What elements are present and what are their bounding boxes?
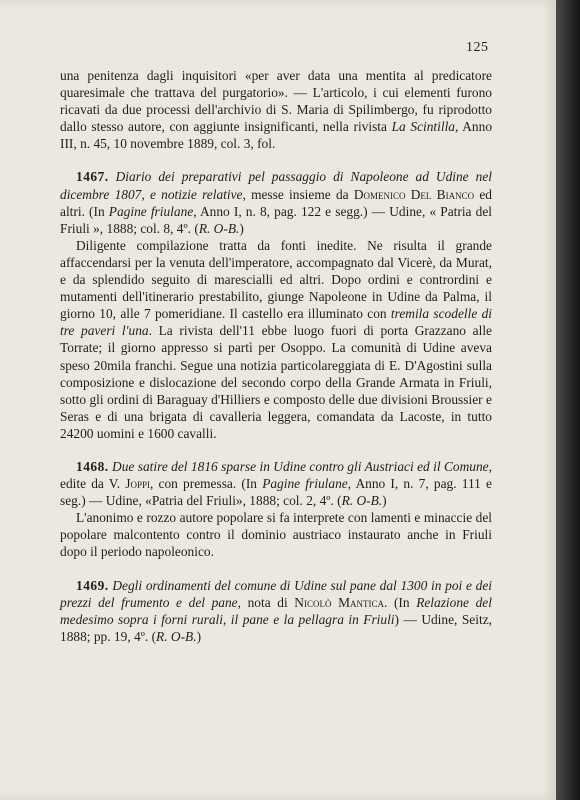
entry-journal: Relazione del medesimo sopra i forni rurali, il pane e la pellagra in Friuli xyxy=(60,594,492,627)
intro-text-1: una penitenza dagli inquisitori «per aver data una mentita al predicatore quaresimale che trattava del purgatorio». — L'articolo, i cui elementi furono ricavati da due processi dell'archivio di S. Maria di Spilimbergo, fu riprodotto dallo stesso autore, con aggiunte insignificanti, nella rivista xyxy=(60,68,492,135)
entry-journal: Pagine friulane xyxy=(262,476,348,492)
entry-text: , con premessa. (In xyxy=(149,476,263,492)
page-number: 125 xyxy=(466,40,489,55)
entry-title: Diario dei preparativi pel passaggio di Napoleone ad Udine nel dicembre 1807, e notizie relative xyxy=(60,169,492,202)
note-quote: tremila scodelle di tre paveri l'una xyxy=(60,306,492,339)
entry-1468-note xyxy=(60,509,492,560)
entry-title: Degli ordinamenti del comune di Udine sul pane dal 1300 in poi e dei prezzi del frumento e del pane xyxy=(60,577,492,610)
entry-text: ) xyxy=(382,493,387,509)
entry-1469-citation xyxy=(60,577,492,645)
entry-1468-citation xyxy=(60,458,492,509)
entry-text: , messe insieme da xyxy=(242,186,354,202)
entry-author: Domenico Del Bianco xyxy=(353,186,475,202)
page-edge-shadow xyxy=(556,0,580,800)
entry-journal: Pagine friulane xyxy=(108,203,194,219)
entry-text: , nota di xyxy=(237,594,295,610)
entry-text: . (In xyxy=(383,594,417,610)
entry-sigla: R. O-B. xyxy=(341,493,383,509)
entry-number: 1468. xyxy=(76,458,109,474)
entry-author: Nicolò Mantica xyxy=(294,594,384,610)
entry-author: Joppi xyxy=(125,476,150,492)
note-text: Diligente compilazione tratta da fonti inedite. Ne risulta il grande affaccendarsi per la venuta dell'imperatore, accompagnato dal Vicerè, da Murat, e da splendido seguito di marescialli ed altri. Dopo ordini e contrordini e mutamenti dell'itinerario prestabilito, giunge Napoleone in Udine da Palma, il giorno 10, alle 7 pomeridiane. Il castello era illuminato con xyxy=(60,237,492,322)
entry-sigla: R. O-B. xyxy=(156,628,197,644)
entry-text: ) xyxy=(239,220,244,236)
entry-title: Due satire del 1816 sparse in Udine contro gli Austriaci ed il Comune xyxy=(112,458,489,474)
entry-text: ) — Udine, Seitz, 1888; pp. 19, 4º. ( xyxy=(60,611,492,644)
entry-1467-note xyxy=(60,237,492,442)
entry-number: 1467. xyxy=(76,169,109,185)
entry-text: , edite da V. xyxy=(60,458,492,492)
entry-number: 1469. xyxy=(76,577,109,593)
intro-paragraph xyxy=(60,67,492,152)
intro-text-2: , Anno III, n. 45, 10 novembre 1889, col. 3, fol. xyxy=(60,119,493,152)
page-body xyxy=(60,67,492,645)
entry-text: , Anno I, n. 8, pag. 122 e segg.) — Udine, « Patria del Friuli », 1888; col. 8, 4º. ( xyxy=(60,203,492,236)
note-text: L'anonimo e rozzo autore popolare si fa interprete con lamenti e minaccie del popolare malcontento contro il dominio austriaco instaurato anche in Friuli dopo il periodo napoleonico. xyxy=(60,510,492,560)
intro-journal: La Scintilla xyxy=(391,119,456,135)
entry-1467-citation xyxy=(60,168,492,236)
entry-text: ed altri. (In xyxy=(60,186,492,219)
note-text: . La rivista dell'11 ebbe luogo fuori di porta Grazzano alle Torrate; il giorno appresso si partì per Osoppo. La comunità di Udine aveva speso 20mila franchi. Segue una notizia particolareggiata di E. D'Agostini sulla composizione e dislocazione del secondo corpo della Grande Armata in Friuli, sotto gli ordini di Baraguay d'Hilliers e composto delle due divisioni Broussier e Seras e di una brigata di cavalleria leggera, comandata da Lacoste, in tutto 24200 uomini e 1600 cavalli. xyxy=(60,323,493,441)
entry-text: ) xyxy=(196,628,202,644)
entry-text: , Anno I, n. 7, pag. 111 e seg.) — Udine, «Patria del Friuli», 1888; col. 2, 4º. ( xyxy=(60,476,492,509)
entry-sigla: R. O-B. xyxy=(198,220,240,236)
